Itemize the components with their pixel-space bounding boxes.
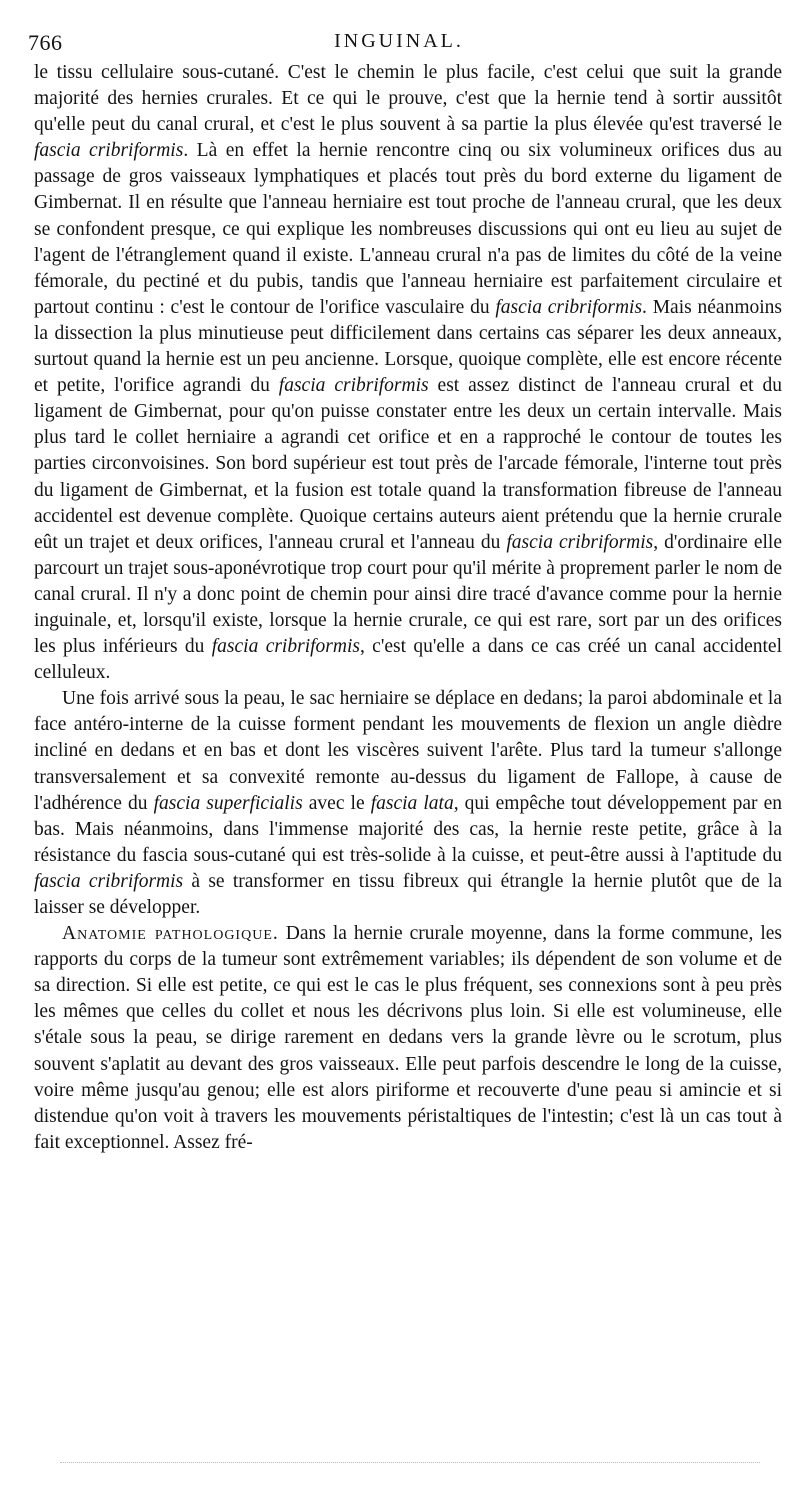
text-run: . Mais néanmoins la dissection la plus minutieuse peut difficilement dans certains cas séparer les deux anneaux, surtout quand la hernie est un peu ancienne. Lorsque, quoique complète, elle est encore récente et petite, l'orifice agrandi du [34,296,783,397]
body-text [34,60,782,1156]
text-run: le tissu cellulaire sous-cutané. C'est le chemin le plus facile, c'est celui que suit la grande majorité des hernies crurales. Et ce qui le prouve, c'est que la hernie tend à sortir aussitôt qu'elle peut du canal crural, et c'est le plus souvent à sa partie la plus élevée qu'est traversé le [34,62,782,136]
italic-term: fascia cribriformis [495,296,643,318]
page-number: 766 [28,30,63,55]
italic-term: fascia lata [370,792,454,814]
page-header [28,30,770,60]
running-head: INGUINAL. [334,30,464,52]
faint-bleed-line [60,1462,760,1464]
text-run: . Là en effet la hernie rencontre cinq ou six volumineux orifices dus au passage de gros vaisseaux lymphatiques et placés tout près du bord externe du ligament de Gimbernat. Il en résulte que l'anneau herniaire est tout proche de l'anneau crural, que les deux se confondent presque, ce qui explique les nombreuses discussions qui ont eu lieu au sujet de l'agent de l'étranglement quand il existe. L'anneau crural n'a pas de limites du côté de la veine fémorale, du pectiné et du pubis, tandis que l'anneau herniaire est parfaitement circulaire et partout continu : c'est le contour de l'orifice vasculaire du [34,140,782,318]
text-run: Une fois arrivé sous la peau, le sac herniaire se déplace en dedans; la paroi abdominale et la face antéro-interne de la cuisse forment pendant les mouvements de flexion un angle dièdre incliné en dedans et en bas et dont les viscères suivent l'arête. Plus tard la tumeur s'allonge transversalement et sa convexité remonte au-dessus du ligament de Fallope, à cause de l'adhérence du [34,688,782,814]
section-heading-inline: Anatomie pathologique. [62,923,279,945]
text-run: , qui empêche tout développement par en bas. Mais néanmoins, dans l'immense majorité des cas, la hernie reste petite, grâce à la résistance du fascia sous-cutané qui est très-solide à la cuisse, et peut-être aussi à l'aptitude du [34,792,783,866]
paragraph [34,921,782,1156]
italic-term: fascia cribriformis [34,140,184,162]
italic-term: fascia cribriformis [211,636,360,658]
paragraph [34,686,782,921]
text-run: est assez distinct de l'anneau crural et du ligament de Gimbernat, pour qu'on puisse constater entre les deux un certain intervalle. Mais plus tard le collet herniaire a agrandi cet orifice et en a rapproché le contour de toutes les parties circonvoisines. Son bord supérieur est tout près de l'arcade fémorale, l'interne tout près du ligament de Gimbernat, et la fusion est totale quand la transformation fibreuse de l'anneau accidentel est devenue complète. Quoique certains auteurs aient prétendu que la hernie crurale eût un trajet et deux orifices, l'anneau crural et l'anneau du [34,375,782,553]
italic-term: fascia cribriformis [278,375,429,397]
italic-term: fascia cribriformis [506,531,654,553]
text-run: avec le [302,792,371,814]
text-run: , c'est qu'elle a dans ce cas créé un canal accidentel celluleux. [34,636,782,684]
text-run: , d'ordinaire elle parcourt un trajet sous-aponévrotique trop court pour qu'il mérite à proprement parler le nom de canal crural. Il n'y a donc point de chemin pour ainsi dire tracé d'avance comme pour la hernie inguinale, et, lorsqu'il existe, lorsque la hernie crurale, ce qui est rare, sort par un des orifices les plus inférieurs du [34,531,782,658]
italic-term: fascia superficialis [153,792,303,814]
text-run: Dans la hernie crurale moyenne, dans la forme commune, les rapports du corps de la tumeur sont extrêmement variables; ils dépendent de son volume et de sa direction. Si elle est petite, ce qui est le cas le plus fréquent, ses connexions sont à peu près les mêmes que celles du collet et nous les décrivons plus loin. Si elle est volumineuse, elle s'étale sous la peau, se dirige rarement en dedans vers la grande lèvre ou le scrotum, plus souvent s'aplatit au devant des gros vaisseaux. Elle peut parfois descendre le long de la cuisse, voire même jusqu'au genou; elle est alors piriforme et recouverte d'une peau si amincie et si distendue qu'on voit à travers les mouvements péristaltiques de l'intestin; c'est là un cas tout à fait exceptionnel. Assez fré- [34,923,782,1153]
italic-term: fascia cribriformis [34,870,184,892]
paragraph [34,60,782,686]
text-run: à se transformer en tissu fibreux qui étrangle la hernie plutôt que de la laisser se développer. [34,870,782,918]
